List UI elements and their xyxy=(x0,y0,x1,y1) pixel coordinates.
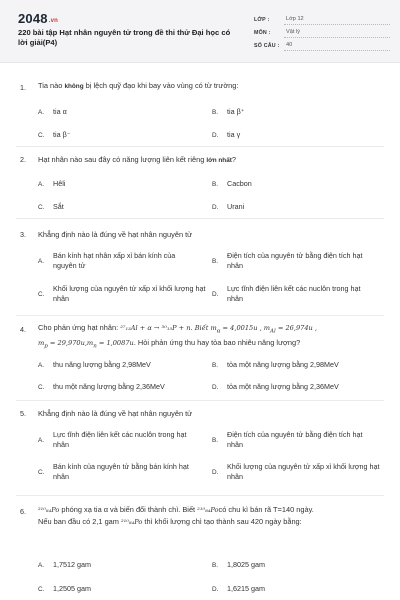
option-b[interactable]: B. tia β⁺ xyxy=(212,107,245,116)
meta-row-class xyxy=(254,12,390,25)
option-b[interactable]: B. Cacbon xyxy=(212,179,252,188)
question-text: Tia nào không bị lệch quỹ đạo khi bay vào vùng có từ trường: xyxy=(38,81,239,90)
document-title: 220 bài tập Hạt nhân nguyên tử trong đề thi thử Đại học có lời giải(P4) xyxy=(18,28,231,47)
nuclide-po: ²¹⁰₈₄Po xyxy=(38,506,60,514)
question-number: 2. xyxy=(20,155,26,164)
option-b[interactable]: B. Điện tích của nguyên tử bằng điện tích hạt nhân xyxy=(212,430,363,449)
meta-row-count xyxy=(254,38,390,51)
question-text: Hạt nhân nào sau đây có năng lượng liên kết riêng lớn nhất? xyxy=(38,155,237,164)
option-a[interactable]: A. Bán kính hạt nhân xấp xỉ bán kính của nguyên tử xyxy=(38,251,176,270)
document-header xyxy=(0,0,400,63)
option-a[interactable]: A. thu năng lượng bằng 2,98MeV xyxy=(38,360,151,369)
meta-value: Lớp 12 xyxy=(284,16,390,25)
question-text: Khẳng định nào là đúng về hạt nhân nguyên tử xyxy=(38,230,193,239)
meta-label: SỐ CÂU : xyxy=(254,43,280,49)
mass-values: $m_p = 29,970u,m_n = 1,0087u$. xyxy=(38,339,136,350)
meta-label: MÔN : xyxy=(254,30,271,36)
option-d[interactable]: D. 1,6215 gam xyxy=(212,584,265,593)
emphasis: lớn nhất xyxy=(206,157,232,164)
option-c[interactable]: C. Bán kính của nguyên tử bằng bán kính hạt nhân xyxy=(38,462,189,481)
logo-text: 2048 xyxy=(18,11,48,26)
option-c[interactable]: C. tia β⁻ xyxy=(38,130,71,139)
option-b[interactable]: B. 1,8025 gam xyxy=(212,560,265,569)
option-d[interactable]: D. Urani xyxy=(212,202,245,211)
meta-value: Vật lý xyxy=(284,29,390,38)
emphasis: không xyxy=(64,83,84,90)
reaction-equation: ²⁷₁₃Al + α → ³⁰₁₅P + n. Biết $m_\alpha = 4,0015u$ , $m_{Al} = 26,974u$ , xyxy=(120,324,317,335)
question-number: 6. xyxy=(20,507,26,516)
divider xyxy=(16,400,384,401)
meta-value: 40 xyxy=(284,42,390,51)
logo-domain: .vn xyxy=(48,18,59,24)
question-number: 1. xyxy=(20,83,26,92)
nuclide-po: ²¹⁰₈₄Po xyxy=(197,506,219,514)
question-text: ²¹⁰₈₄Po phóng xạ tia α và biến đổi thành chì. Biết ²¹⁰₈₄Pocó chu kì bán rã T=140 ngày. Nếu ban đầu có 2,1 gam ²¹⁰₈₄Po thì khối lượng chì tạo thành sau 420 ngày bằng: xyxy=(38,505,314,526)
meta-label: LỚP : xyxy=(254,17,270,23)
question-number: 4. xyxy=(20,325,26,334)
option-d[interactable]: D. Khối lượng của nguyên tử xấp xỉ khối lượng hạt nhân xyxy=(212,462,380,481)
divider xyxy=(16,315,384,316)
option-a[interactable]: A. 1,7512 gam xyxy=(38,560,91,569)
divider xyxy=(16,146,384,147)
divider xyxy=(16,495,384,496)
option-c[interactable]: C. Sắt xyxy=(38,202,64,211)
option-d[interactable]: D. tia γ xyxy=(212,130,241,139)
option-c[interactable]: C. 1,2505 gam xyxy=(38,584,91,593)
option-b[interactable]: B. tỏa một năng lượng bằng 2,98MeV xyxy=(212,360,339,369)
nuclide-po: ²¹⁰₈₄Po xyxy=(121,518,143,526)
option-a[interactable]: A. Hêli xyxy=(38,179,66,188)
meta-row-subject xyxy=(254,25,390,38)
option-c[interactable]: C. thu một năng lượng bằng 2,36MeV xyxy=(38,382,165,391)
option-d[interactable]: D. tỏa một năng lượng bằng 2,36MeV xyxy=(212,382,339,391)
divider xyxy=(16,218,384,219)
option-a[interactable]: A. tia α xyxy=(38,107,67,116)
site-logo[interactable] xyxy=(18,11,58,26)
question-number: 3. xyxy=(20,230,26,239)
question-text: Cho phản ứng hạt nhân: ²⁷₁₃Al + α → ³⁰₁₅P + n. Biết $m_\alpha = 4,0015u$ , $m_{Al} = 26,974u$ , $m_p = 29,970u,m_n = 1,0087u$. Hỏi phản ứng thu hay tỏa bao nhiêu năng lượng? xyxy=(38,323,317,350)
question-text: Khẳng định nào là đúng về hạt nhân nguyên tử xyxy=(38,409,193,418)
option-b[interactable]: B. Điện tích của nguyên tử bằng điện tích hạt nhân xyxy=(212,251,363,270)
question-number: 5. xyxy=(20,409,26,418)
document-meta xyxy=(254,12,390,51)
option-a[interactable]: A. Lực tĩnh điện liên kết các nuclôn trong hạt nhân xyxy=(38,430,187,449)
option-c[interactable]: C. Khối lượng của nguyên tử xấp xỉ khối lượng hạt nhân xyxy=(38,284,206,303)
option-d[interactable]: D. Lực tĩnh điện liên kết các nuclôn trong hạt nhân xyxy=(212,284,361,303)
